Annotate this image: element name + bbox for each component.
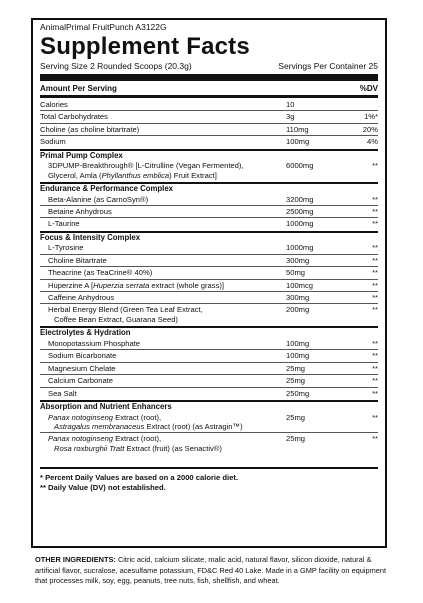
- nutrient-row: Choline (as choline bitartrate) 110mg 20%: [40, 124, 378, 136]
- ingredient-row: Panax notoginseng Extract (root), Rosa roxburghii Tratt Extract (fruit) (as Senactiv®) 25mg **: [48, 434, 378, 453]
- other-ingredients: [35, 555, 390, 587]
- nutrient-row: Calories 10: [40, 99, 378, 111]
- section-title: Electrolytes & Hydration: [40, 328, 131, 338]
- column-header: [40, 84, 378, 94]
- amount-per-serving-header: Amount Per Serving: [40, 84, 117, 93]
- product-line: AnimalPrimal FruitPunch A3122G: [40, 22, 167, 32]
- basic-nutrients: [40, 99, 378, 151]
- ingredients-text: Citric acid, calcium silicate, malic acid, natural flavor, silicon dioxide, natural & artificial flavor, sucralose, acesulfame potassium, FD&C Red 40 Lake. Made in a GMP facility on equipment that processes milk, soy, egg, peanuts, tree nuts, fish, shellfish, and wheat.: [35, 555, 387, 586]
- ingredient-row: Sodium Bicarbonate 100mg **: [40, 350, 378, 362]
- ingredient-row: Sea Salt 250mg **: [48, 388, 378, 398]
- footnotes: [40, 473, 378, 493]
- panel-title: Supplement Facts: [40, 33, 250, 60]
- ingredient-row: Caffeine Anhydrous 300mg **: [40, 292, 378, 304]
- footnote-not-established: ** Daily Value (DV) not established.: [40, 483, 166, 493]
- ingredient-row: Calcium Carbonate 25mg **: [40, 375, 378, 387]
- supplement-facts-panel: [31, 18, 387, 548]
- ingredient-row: Theacrine (as TeaCrine® 40%) 50mg **: [40, 267, 378, 279]
- ingredient-row: Magnesium Chelate 25mg **: [40, 363, 378, 375]
- electrolytes-section: [40, 328, 378, 402]
- servings-per-container: Servings Per Container 25: [278, 61, 378, 71]
- serving-size: Serving Size 2 Rounded Scoops (20.3g): [40, 61, 192, 71]
- ingredient-row: Huperzine A [Huperzia serrata extract (whole grass)] 100mcg **: [40, 280, 378, 292]
- ingredient-row: Choline Bitartrate 300mg **: [40, 255, 378, 267]
- ingredient-row: Beta-Alanine (as CarnoSyn®) 3200mg **: [40, 194, 378, 206]
- ingredient-row: 3DPUMP-Breakthrough® [L-Citrulline (Vegan Fermented), Glycerol, Amla (Phyllanthus emblica) Fruit Extract] 6000mg **: [48, 161, 378, 180]
- section-title: Focus & Intensity Complex: [40, 232, 141, 242]
- nutrient-row: Sodium 100mg 4%: [40, 137, 378, 147]
- medium-divider: [40, 95, 378, 98]
- ingredient-row: Betaine Anhydrous 2500mg **: [40, 206, 378, 218]
- ingredient-row: L-Taurine 1000mg **: [48, 219, 378, 229]
- focus-section: [40, 233, 378, 328]
- thick-divider: [40, 74, 378, 81]
- absorption-section: [40, 402, 378, 469]
- section-title: Primal Pump Complex: [40, 150, 123, 160]
- ingredient-row: Herbal Energy Blend (Green Tea Leaf Extract, Coffee Bean Extract, Guarana Seed) 200mg **: [48, 305, 378, 324]
- nutrient-row: Total Carbohydrates 3g 1%*: [40, 111, 378, 123]
- dv-header: %DV: [359, 84, 378, 93]
- ingredient-row: Monopotassium Phosphate 100mg **: [40, 338, 378, 350]
- endurance-section: [40, 184, 378, 233]
- section-title: Endurance & Performance Complex: [40, 184, 174, 194]
- ingredients-label: OTHER INGREDIENTS:: [35, 555, 116, 564]
- ingredient-row: Panax notoginseng Extract (root), Astragalus membranaceus Extract (root) (as Astragin™) 25mg **: [40, 412, 378, 434]
- section-title: Absorption and Nutrient Enhancers: [40, 401, 172, 411]
- primal-pump-section: [40, 151, 378, 184]
- footnote-dv: * Percent Daily Values are based on a 2000 calorie diet.: [40, 473, 238, 483]
- ingredient-row: L-Tyrosine 1000mg **: [40, 242, 378, 254]
- serving-info: [40, 61, 378, 72]
